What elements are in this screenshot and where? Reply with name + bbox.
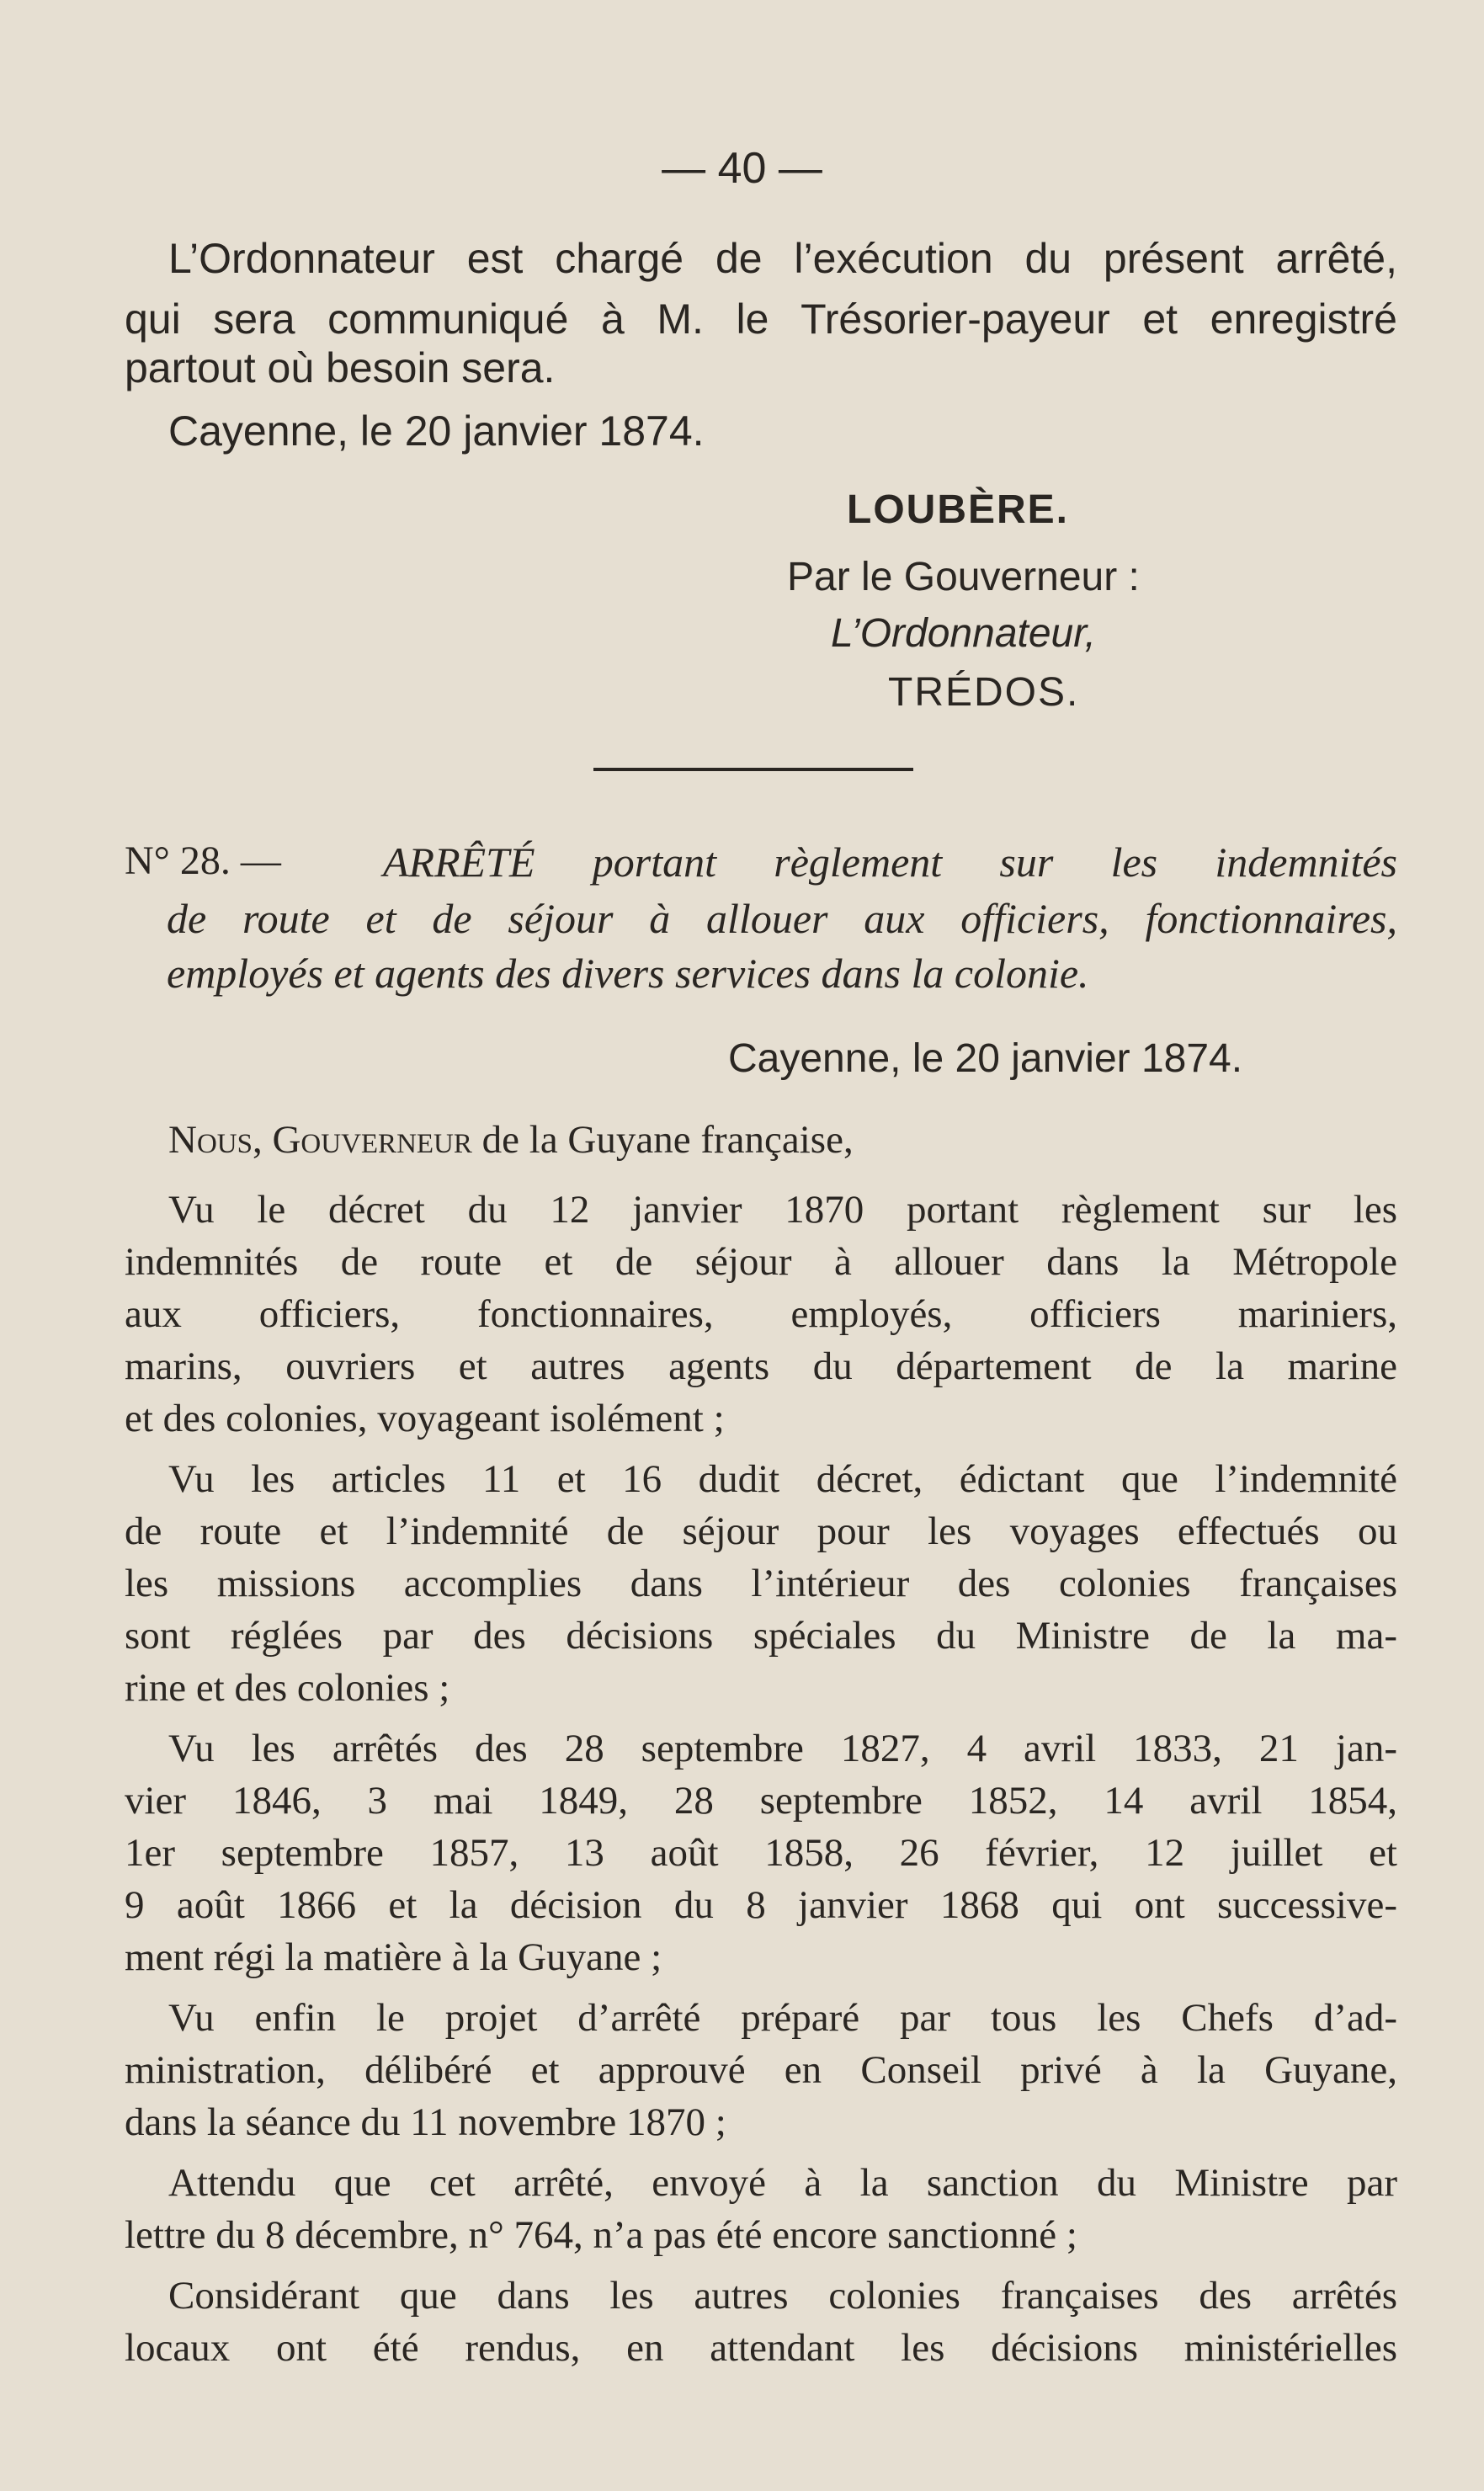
p3-line-2: vier 1846, 3 mai 1849, 28 septembre 1852, 14 avril 1854, [125, 1779, 1397, 1823]
closing-line-2: qui sera communiqué à M. le Trésorier-payeur et enregistré [125, 295, 1397, 343]
p2-line-2: de route et l’indemnité de séjour pour les voyages effectués ou [125, 1509, 1397, 1553]
p4-line-2: ministration, délibéré et approuvé en Conseil privé à la Guyane, [125, 2048, 1397, 2092]
p2-line-5: rine et des colonies ; [125, 1666, 450, 1710]
p3-line-5: ment régi la matière à la Guyane ; [125, 1935, 662, 1979]
p1-line-5: et des colonies, voyageant isolément ; [125, 1397, 725, 1440]
p3-line-1: Vu les arrêtés des 28 septembre 1827, 4 avril 1833, 21 jan- [168, 1727, 1397, 1770]
decree-title-line-3: employés et agents des divers services dans la colonie. [167, 950, 1089, 997]
p1-line-2: indemnités de route et de séjour à allouer dans la Métropole [125, 1240, 1397, 1284]
closing-line-1: L’Ordonnateur est chargé de l’exécution du présent arrêté, [168, 235, 1397, 282]
p3-line-3: 1er septembre 1857, 13 août 1858, 26 février, 12 juillet et [125, 1831, 1397, 1875]
decree-place-date: Cayenne, le 20 janvier 1874. [728, 1036, 1243, 1081]
decree-intro-rest: de la Guyane française, [481, 1118, 854, 1162]
signature-by-governor: Par le Gouverneur : [787, 555, 1140, 599]
signature-governor: LOUBÈRE. [847, 487, 1070, 532]
p3-line-4: 9 août 1866 et la décision du 8 janvier 1868 qui ont successive- [125, 1883, 1397, 1927]
signature-ordonnateur-name: TRÉDOS. [888, 670, 1080, 715]
place-date-1: Cayenne, le 20 janvier 1874. [168, 407, 705, 455]
p2-line-3: les missions accomplies dans l’intérieur des colonies françaises [125, 1562, 1397, 1605]
decree-intro [168, 1117, 854, 1163]
p5-line-1: Attendu que cet arrêté, envoyé à la sanction du Ministre par [168, 2161, 1397, 2205]
p4-line-1: Vu enfin le projet d’arrêté préparé par tous les Chefs d’ad- [168, 1996, 1397, 2040]
p2-line-1: Vu les articles 11 et 16 dudit décret, édictant que l’indemnité [168, 1457, 1397, 1501]
p1-line-1: Vu le décret du 12 janvier 1870 portant règlement sur les [168, 1188, 1397, 1232]
decree-intro-prefix: Nous, Gouverneur [168, 1118, 472, 1162]
separator-rule [593, 768, 913, 771]
page-number: — 40 — [662, 144, 822, 193]
decree-title-line-1: ARRÊTÉ portant règlement sur les indemnités [383, 838, 1397, 886]
decree-title-line-2: de route et de séjour à allouer aux officiers, fonctionnaires, [167, 895, 1397, 942]
signature-ordonnateur-title: L’Ordonnateur, [831, 611, 1096, 656]
p1-line-3: aux officiers, fonctionnaires, employés, officiers mariniers, [125, 1292, 1397, 1336]
p6-line-1: Considérant que dans les autres colonies françaises des arrêtés [168, 2274, 1397, 2318]
p1-line-4: marins, ouvriers et autres agents du département de la marine [125, 1344, 1397, 1388]
p5-line-2: lettre du 8 décembre, n° 764, n’a pas été encore sanctionné ; [125, 2213, 1077, 2257]
p6-line-2: locaux ont été rendus, en attendant les décisions ministérielles [125, 2326, 1397, 2370]
p4-line-3: dans la séance du 11 novembre 1870 ; [125, 2100, 726, 2144]
p2-line-4: sont réglées par des décisions spéciales du Ministre de la ma- [125, 1614, 1397, 1658]
closing-line-3: partout où besoin sera. [125, 344, 556, 391]
decree-number: N° 28. — [125, 838, 281, 883]
